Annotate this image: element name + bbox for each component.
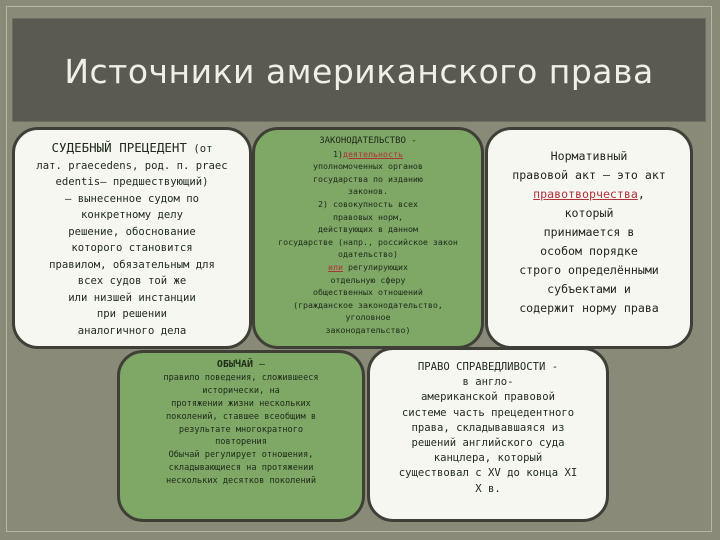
custom-line: поколений, ставшее всеобщим в (165, 411, 317, 422)
equity-line: права, складывавшаяся из (411, 421, 565, 434)
precedent-line: решение, обоснование (68, 225, 196, 238)
normative-link-tail: , (637, 187, 645, 201)
custom-line: повторения (215, 437, 267, 448)
legislation-line: правовых норм, (333, 211, 403, 222)
equity-line: американской правовой (421, 391, 555, 404)
legislation-line: 2) совокупность всех (318, 198, 418, 209)
legislation-line: одательство) (338, 249, 398, 260)
custom-line: правило поведения, сложившееся (163, 372, 319, 383)
precedent-line: или низшей инстанции (68, 291, 196, 304)
legislation-line: государстве (напр., российское закон (278, 236, 458, 247)
normative-line: строго определёнными (519, 263, 659, 277)
custom-heading: ОБЫЧАЙ (216, 359, 254, 370)
legislation-line: государства по изданию (313, 173, 423, 184)
equity-line: X в. (475, 482, 501, 495)
precedent-line: правилом, обязательным для (49, 258, 215, 271)
precedent-line: (от (193, 143, 213, 155)
precedent-line: конкретному делу (80, 209, 184, 221)
custom-line: протяжении жизни нескольких (171, 398, 311, 409)
legislation-item1-prefix: 1) (333, 148, 344, 159)
legislation-line: общественных отношений (313, 287, 423, 298)
legislation-line: уполномоченных органов (313, 161, 423, 172)
legislation-text (278, 134, 458, 337)
equity-box (367, 347, 609, 522)
precedent-line: всех судов той же (77, 275, 187, 287)
custom-line: нескольких десятков поколений (165, 476, 317, 487)
custom-line: Обычай регулирует отношения, (168, 450, 314, 461)
legislation-item2-marked: или (328, 261, 344, 272)
slide-title: Источники американского права (64, 52, 654, 91)
legislation-line: уголовное (345, 312, 391, 323)
legislation-line: действующих в данном (318, 224, 418, 235)
legislation-line: (гражданское законодательство, (293, 299, 443, 310)
legislation-heading: ЗАКОНОДАТЕЛЬСТВО - (319, 136, 417, 146)
legislation-item2-rest: регулирующих (348, 261, 408, 272)
normative-line: Нормативный (550, 149, 628, 163)
legislation-item1-marked: деятельность (343, 148, 403, 159)
equity-line: существовал с XV до конца XI (398, 467, 578, 480)
precedent-line: edentis— предшествующий) (55, 176, 209, 188)
precedent-text (36, 140, 227, 339)
precedent-heading: СУДЕБНЫЙ ПРЕЦЕДЕНТ (51, 140, 187, 155)
normative-line: субъектами и (547, 282, 631, 296)
legislation-line: отдельную сферу (330, 274, 406, 285)
equity-text (399, 360, 578, 497)
precedent-line: — вынесенное судом по (65, 192, 199, 205)
legislation-box (252, 127, 484, 349)
lawmaking-link[interactable]: правотворчества (533, 187, 638, 201)
custom-box (117, 350, 365, 522)
precedent-line: при решении (96, 308, 168, 320)
precedent-line: аналогичного дела (77, 324, 187, 337)
equity-line: канцлера, который (433, 452, 543, 465)
custom-line: исторически, на (202, 385, 280, 396)
legislation-line: законов. (348, 186, 388, 197)
custom-line: складывающиеся на протяжении (168, 463, 314, 474)
precedent-line: лат. praecedens, род. п. praec (36, 159, 228, 172)
equity-line: в англо- (462, 376, 514, 389)
normative-line: принимается в (543, 225, 635, 239)
custom-line: результате многократного (178, 424, 304, 435)
equity-line: системе часть прецедентного (401, 406, 575, 419)
custom-text (163, 359, 318, 488)
equity-heading: ПРАВО СПРАВЕДЛИВОСТИ - (417, 361, 559, 373)
normative-act-text (512, 147, 666, 318)
normative-line: содержит норму права (519, 301, 659, 315)
normative-act-box (485, 127, 693, 349)
equity-line: решений английского суда (411, 437, 565, 450)
title-bar (12, 18, 706, 122)
normative-line: который (564, 206, 614, 220)
precedent-box (12, 127, 252, 349)
normative-line: особом порядке (540, 244, 638, 258)
custom-heading-tail: — (253, 359, 266, 370)
precedent-line: которого становится (71, 242, 193, 254)
legislation-line: законодательство) (325, 324, 411, 335)
normative-line: правовой акт — это акт (512, 168, 666, 182)
